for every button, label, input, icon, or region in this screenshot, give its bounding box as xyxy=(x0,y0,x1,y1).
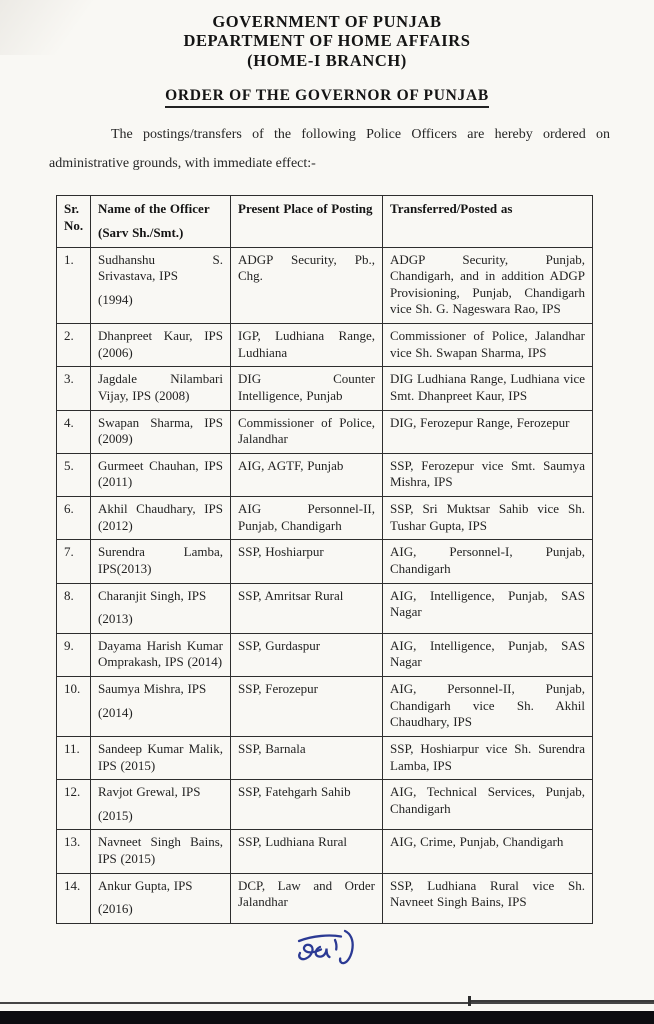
officer-name-text: Jagdale Nilambari Vijay, IPS (2008) xyxy=(98,371,223,403)
cell-officer-name xyxy=(91,540,231,583)
cell-present-posting: AIG Personnel-II, Punjab, Chandigarh xyxy=(231,497,383,540)
col-header-sr-no: Sr. No. xyxy=(57,196,91,247)
table-row xyxy=(57,677,593,737)
officer-name-text: Ankur Gupta, IPS xyxy=(98,877,193,893)
cell-sr-no: 7. xyxy=(57,540,91,583)
cell-officer-name xyxy=(91,677,231,737)
cell-transferred-posted: DIG Ludhiana Range, Ludhiana vice Smt. Dhanpreet Kaur, IPS xyxy=(383,367,593,410)
officer-name-text: Ravjot Grewal, IPS xyxy=(98,784,201,800)
cell-officer-name xyxy=(91,873,231,923)
cell-present-posting: DCP, Law and Order Jalandhar xyxy=(231,873,383,923)
cell-present-posting: SSP, Barnala xyxy=(231,736,383,779)
officer-name-text: Akhil Chaudhary, IPS (2012) xyxy=(98,501,223,533)
officer-name-text: Navneet Singh Bains, IPS (2015) xyxy=(98,834,223,867)
officer-batch-year: (2013) xyxy=(98,611,133,627)
cell-officer-name xyxy=(91,736,231,779)
cell-present-posting: SSP, Fatehgarh Sahib xyxy=(231,780,383,830)
document-header xyxy=(0,0,654,70)
header-line-branch: (HOME-I BRANCH) xyxy=(247,50,407,70)
cell-sr-no: 6. xyxy=(57,497,91,540)
cell-present-posting: SSP, Ludhiana Rural xyxy=(231,830,383,873)
cell-sr-no: 3. xyxy=(57,367,91,410)
cell-officer-name xyxy=(91,453,231,496)
table-row xyxy=(57,367,593,410)
cell-transferred-posted: DIG, Ferozepur Range, Ferozepur xyxy=(383,410,593,453)
cell-present-posting: Commissioner of Police, Jalandhar xyxy=(231,410,383,453)
cell-officer-name xyxy=(91,324,231,367)
table-row xyxy=(57,540,593,583)
table-row xyxy=(57,780,593,830)
officer-batch-year: (2015) xyxy=(98,807,133,823)
table-row xyxy=(57,497,593,540)
cell-transferred-posted: SSP, Sri Muktsar Sahib vice Sh. Tushar Gupta, IPS xyxy=(383,497,593,540)
cell-present-posting: DIG Counter Intelligence, Punjab xyxy=(231,367,383,410)
header-line-department: DEPARTMENT OF HOME AFFAIRS xyxy=(183,31,471,51)
table-header-row xyxy=(57,196,593,247)
cell-officer-name xyxy=(91,583,231,633)
cell-present-posting: SSP, Ferozepur xyxy=(231,677,383,737)
cell-transferred-posted: AIG, Personnel-II, Punjab, Chandigarh vice Sh. Akhil Chaudhary, IPS xyxy=(383,677,593,737)
cell-sr-no: 12. xyxy=(57,780,91,830)
cell-transferred-posted: AIG, Crime, Punjab, Chandigarh xyxy=(383,830,593,873)
cell-present-posting: SSP, Amritsar Rural xyxy=(231,583,383,633)
cell-sr-no: 8. xyxy=(57,583,91,633)
scan-bottom-bar xyxy=(0,1011,654,1024)
cell-transferred-posted: Commissioner of Police, Jalandhar vice Sh. Swapan Sharma, IPS xyxy=(383,324,593,367)
col-header-transferred-posted: Transferred/Posted as xyxy=(383,196,593,247)
table-row xyxy=(57,247,593,324)
officer-name-text: Sandeep Kumar Malik, IPS (2015) xyxy=(98,740,223,773)
officer-name-text: Dayama Harish Kumar Omprakash, IPS (2014) xyxy=(98,637,223,670)
cell-sr-no: 13. xyxy=(57,830,91,873)
cell-transferred-posted: SSP, Ludhiana Rural vice Sh. Navneet Singh Bains, IPS xyxy=(383,873,593,923)
cell-officer-name xyxy=(91,633,231,676)
cell-transferred-posted: AIG, Personnel-I, Punjab, Chandigarh xyxy=(383,540,593,583)
cell-transferred-posted: AIG, Intelligence, Punjab, SAS Nagar xyxy=(383,583,593,633)
scan-edge-line xyxy=(0,1002,654,1004)
col-header-officer-name-sublabel: (Sarv Sh./Smt.) xyxy=(98,224,184,240)
officer-batch-year: (1994) xyxy=(98,291,133,307)
transfers-table-body xyxy=(57,247,593,923)
officer-name-text: Saumya Mishra, IPS xyxy=(98,681,207,697)
table-row xyxy=(57,583,593,633)
officer-batch-year: (2016) xyxy=(98,901,133,917)
cell-present-posting: ADGP Security, Pb., Chg. xyxy=(231,247,383,324)
cell-sr-no: 1. xyxy=(57,247,91,324)
cell-officer-name xyxy=(91,410,231,453)
order-title-wrap xyxy=(0,87,654,108)
officer-batch-year: (2014) xyxy=(98,704,133,720)
officer-name-text: Charanjit Singh, IPS xyxy=(98,587,207,603)
cell-sr-no: 14. xyxy=(57,873,91,923)
cell-sr-no: 4. xyxy=(57,410,91,453)
cell-present-posting: AIG, AGTF, Punjab xyxy=(231,453,383,496)
officer-name-text: Dhanpreet Kaur, IPS (2006) xyxy=(98,328,223,360)
cell-present-posting: IGP, Ludhiana Range, Ludhiana xyxy=(231,324,383,367)
signature-area xyxy=(56,926,592,974)
col-header-officer-name-label: Name of the Officer xyxy=(98,201,210,217)
cell-officer-name xyxy=(91,367,231,410)
table-row xyxy=(57,453,593,496)
cell-sr-no: 10. xyxy=(57,677,91,737)
cell-sr-no: 5. xyxy=(57,453,91,496)
table-row xyxy=(57,873,593,923)
transfers-table xyxy=(56,195,593,924)
cell-present-posting: SSP, Hoshiarpur xyxy=(231,540,383,583)
table-row xyxy=(57,324,593,367)
cell-transferred-posted: ADGP Security, Punjab, Chandigarh, and in addition ADGP Provisioning, Punjab, Chandigarh vice Sh. G. Nageswara Rao, IPS xyxy=(383,247,593,324)
officer-name-text: Swapan Sharma, IPS (2009) xyxy=(98,414,223,447)
table-row xyxy=(57,410,593,453)
officer-name-text: Surendra Lamba, IPS(2013) xyxy=(98,544,223,576)
cell-transferred-posted: AIG, Technical Services, Punjab, Chandigarh xyxy=(383,780,593,830)
col-header-officer-name xyxy=(91,196,231,247)
cell-transferred-posted: SSP, Ferozepur vice Smt. Saumya Mishra, IPS xyxy=(383,453,593,496)
header-line-government: GOVERNMENT OF PUNJAB xyxy=(212,12,442,31)
intro-paragraph: The postings/transfers of the following Police Officers are hereby ordered on administrative grounds, with immediate effect:- xyxy=(49,126,610,171)
cell-sr-no: 11. xyxy=(57,736,91,779)
cell-sr-no: 9. xyxy=(57,633,91,676)
scan-edge-line-right xyxy=(470,1000,654,1002)
cell-officer-name xyxy=(91,497,231,540)
cell-present-posting: SSP, Gurdaspur xyxy=(231,633,383,676)
officer-name-text: Sudhanshu S. Srivastava, IPS xyxy=(98,251,223,284)
table-row xyxy=(57,830,593,873)
cell-officer-name xyxy=(91,780,231,830)
cell-sr-no: 2. xyxy=(57,324,91,367)
col-header-present-posting: Present Place of Posting xyxy=(231,196,383,247)
scan-edge-tick xyxy=(468,996,471,1006)
table-row xyxy=(57,633,593,676)
table-row xyxy=(57,736,593,779)
cell-transferred-posted: AIG, Intelligence, Punjab, SAS Nagar xyxy=(383,633,593,676)
cell-transferred-posted: SSP, Hoshiarpur vice Sh. Surendra Lamba, IPS xyxy=(383,736,593,779)
signature-scribble-image xyxy=(295,926,363,974)
cell-officer-name xyxy=(91,830,231,873)
cell-officer-name xyxy=(91,247,231,324)
officer-name-text: Gurmeet Chauhan, IPS (2011) xyxy=(98,457,223,490)
order-title: ORDER OF THE GOVERNOR OF PUNJAB xyxy=(165,87,489,108)
